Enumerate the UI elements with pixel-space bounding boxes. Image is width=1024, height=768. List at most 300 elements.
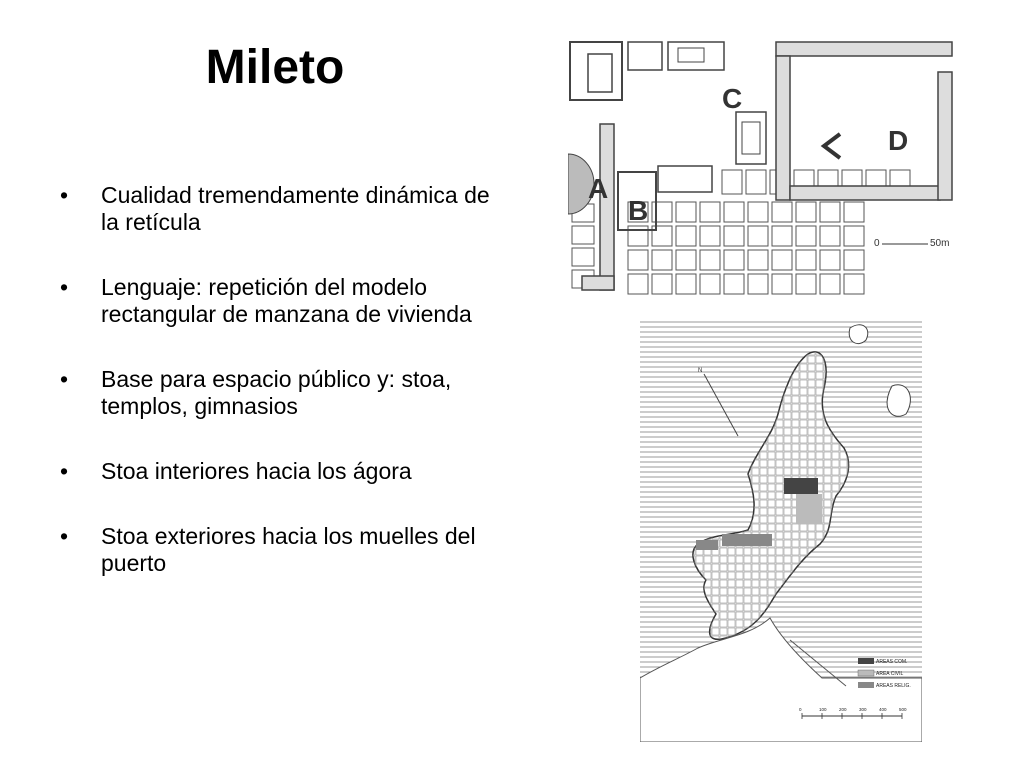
- city-block: [696, 412, 703, 419]
- city-block: [840, 612, 847, 619]
- city-block: [760, 364, 767, 371]
- city-block: [736, 452, 743, 459]
- city-block: [728, 500, 735, 507]
- city-block: [704, 500, 711, 507]
- city-block: [824, 604, 831, 611]
- city-block: [832, 532, 839, 539]
- city-block: [688, 460, 695, 467]
- city-block: [728, 484, 735, 491]
- city-block: [824, 620, 831, 627]
- city-block: [744, 452, 751, 459]
- city-block: [736, 492, 743, 499]
- city-block: [688, 452, 695, 459]
- city-block: [688, 524, 695, 531]
- city-block: [680, 404, 687, 411]
- city-block: [824, 348, 831, 355]
- city-block: [824, 644, 831, 651]
- city-block: [744, 412, 751, 419]
- city-block: [688, 364, 695, 371]
- city-block: [688, 620, 695, 627]
- city-block: [832, 620, 839, 627]
- city-block: [680, 604, 687, 611]
- city-block: [744, 484, 751, 491]
- city-block: [688, 348, 695, 355]
- city-block: [856, 428, 863, 435]
- city-block: [856, 604, 863, 611]
- city-block: [840, 620, 847, 627]
- legend-swatch-commercial: [858, 658, 874, 664]
- city-block: [768, 372, 775, 379]
- city-block: [848, 548, 855, 555]
- plan-block: [724, 250, 744, 270]
- city-block: [840, 540, 847, 547]
- plan-block: [676, 202, 696, 222]
- city-block: [688, 380, 695, 387]
- city-block: [800, 620, 807, 627]
- city-block: [760, 380, 767, 387]
- plan-block: [748, 274, 768, 294]
- city-block: [840, 572, 847, 579]
- bullet-marker: •: [60, 523, 69, 549]
- city-block: [856, 508, 863, 515]
- city-block: [840, 532, 847, 539]
- city-block: [736, 420, 743, 427]
- city-block: [840, 364, 847, 371]
- city-block: [680, 508, 687, 515]
- city-block: [856, 628, 863, 635]
- city-block: [840, 588, 847, 595]
- city-block: [800, 612, 807, 619]
- city-block: [712, 380, 719, 387]
- city-block: [696, 588, 703, 595]
- city-block: [696, 620, 703, 627]
- city-block: [840, 420, 847, 427]
- city-block: [712, 364, 719, 371]
- city-block: [800, 628, 807, 635]
- map-north-label: N: [698, 368, 703, 374]
- city-block: [840, 404, 847, 411]
- city-block: [752, 420, 759, 427]
- city-block: [776, 620, 783, 627]
- city-block: [784, 364, 791, 371]
- city-block: [760, 348, 767, 355]
- plan-block: [676, 226, 696, 246]
- city-block: [736, 468, 743, 475]
- city-block: [848, 500, 855, 507]
- plan-building-c-inner: [742, 122, 760, 154]
- city-block: [824, 404, 831, 411]
- city-block: [816, 548, 823, 555]
- city-block: [848, 364, 855, 371]
- city-block: [856, 588, 863, 595]
- city-block: [744, 348, 751, 355]
- city-block: [696, 380, 703, 387]
- city-block: [840, 348, 847, 355]
- city-block: [816, 644, 823, 651]
- city-block: [848, 388, 855, 395]
- city-block: [688, 572, 695, 579]
- city-block: [720, 508, 727, 515]
- city-block: [680, 588, 687, 595]
- city-block: [680, 484, 687, 491]
- city-block: [808, 644, 815, 651]
- city-block: [712, 372, 719, 379]
- plan-scale-zero: 0: [874, 238, 880, 249]
- city-block: [704, 492, 711, 499]
- city-block: [800, 348, 807, 355]
- city-block: [808, 612, 815, 619]
- plan-block: [844, 274, 864, 294]
- city-block: [680, 644, 687, 651]
- city-block: [832, 388, 839, 395]
- city-block: [680, 364, 687, 371]
- plan-block: [700, 250, 720, 270]
- city-block: [712, 412, 719, 419]
- plan-building: [628, 42, 662, 70]
- city-block: [792, 588, 799, 595]
- city-block: [856, 500, 863, 507]
- city-block: [800, 644, 807, 651]
- city-block: [792, 628, 799, 635]
- city-block: [680, 524, 687, 531]
- map-scale-label: 100: [819, 707, 827, 712]
- city-block: [680, 412, 687, 419]
- city-block: [728, 508, 735, 515]
- city-block: [696, 452, 703, 459]
- city-block: [848, 420, 855, 427]
- city-block: [776, 388, 783, 395]
- city-block: [728, 364, 735, 371]
- city-block: [728, 452, 735, 459]
- city-block: [856, 404, 863, 411]
- city-block: [688, 404, 695, 411]
- city-block: [832, 612, 839, 619]
- city-block: [720, 484, 727, 491]
- city-map-figure: [640, 318, 922, 742]
- city-block: [856, 444, 863, 451]
- city-block: [856, 580, 863, 587]
- city-block: [728, 388, 735, 395]
- map-scale-label: 500: [899, 707, 907, 712]
- city-block: [816, 580, 823, 587]
- city-block: [704, 444, 711, 451]
- stoa-a-end: [582, 276, 614, 290]
- city-block: [704, 524, 711, 531]
- city-block: [832, 372, 839, 379]
- city-block: [736, 484, 743, 491]
- city-block: [696, 628, 703, 635]
- city-block: [696, 404, 703, 411]
- city-block: [808, 588, 815, 595]
- bullet-marker: •: [60, 274, 69, 300]
- city-block: [848, 620, 855, 627]
- city-map-drawing: [640, 318, 922, 742]
- plan-block: [820, 274, 840, 294]
- city-block: [680, 348, 687, 355]
- city-block: [744, 364, 751, 371]
- plan-block: [796, 202, 816, 222]
- city-block: [848, 404, 855, 411]
- plan-block: [724, 202, 744, 222]
- city-block: [736, 444, 743, 451]
- city-block: [768, 380, 775, 387]
- city-block: [832, 628, 839, 635]
- city-block: [816, 564, 823, 571]
- city-block: [696, 468, 703, 475]
- city-block: [680, 628, 687, 635]
- city-block: [688, 500, 695, 507]
- city-block: [688, 372, 695, 379]
- city-block: [736, 372, 743, 379]
- city-block: [728, 492, 735, 499]
- city-block: [704, 364, 711, 371]
- city-block: [848, 412, 855, 419]
- city-block: [680, 612, 687, 619]
- bullet-item: [60, 182, 500, 236]
- city-block: [856, 620, 863, 627]
- city-block: [696, 428, 703, 435]
- city-block: [712, 524, 719, 531]
- plan-block: [676, 274, 696, 294]
- city-block: [720, 420, 727, 427]
- city-block: [680, 428, 687, 435]
- plan-block: [724, 226, 744, 246]
- plan-label-b: B: [628, 195, 649, 226]
- city-block: [752, 404, 759, 411]
- city-block: [752, 412, 759, 419]
- city-block: [720, 468, 727, 475]
- city-block: [848, 484, 855, 491]
- city-block: [832, 364, 839, 371]
- island: [887, 385, 910, 416]
- city-block: [840, 628, 847, 635]
- city-block: [712, 484, 719, 491]
- plan-block: [844, 202, 864, 222]
- city-block: [720, 348, 727, 355]
- city-block: [776, 612, 783, 619]
- city-block: [840, 492, 847, 499]
- city-block: [720, 492, 727, 499]
- city-block: [768, 612, 775, 619]
- city-block: [752, 428, 759, 435]
- city-block: [696, 388, 703, 395]
- city-block: [848, 540, 855, 547]
- city-block: [776, 364, 783, 371]
- city-block: [824, 588, 831, 595]
- city-block: [680, 492, 687, 499]
- city-block: [696, 348, 703, 355]
- city-block: [696, 604, 703, 611]
- city-block: [688, 508, 695, 515]
- city-block: [840, 548, 847, 555]
- city-block: [792, 604, 799, 611]
- city-block: [824, 540, 831, 547]
- zone-commercial: [784, 478, 818, 494]
- plan-block: [572, 248, 594, 266]
- city-block: [688, 388, 695, 395]
- city-block: [680, 388, 687, 395]
- city-block: [760, 428, 767, 435]
- plan-scale-end: 50m: [930, 238, 950, 249]
- plan-block: [748, 226, 768, 246]
- city-block: [680, 380, 687, 387]
- city-block: [816, 628, 823, 635]
- plan-block: [796, 250, 816, 270]
- city-block: [768, 404, 775, 411]
- city-block: [688, 540, 695, 547]
- plan-block: [572, 226, 594, 244]
- city-block: [728, 444, 735, 451]
- city-block: [776, 380, 783, 387]
- city-block: [824, 572, 831, 579]
- city-block: [680, 540, 687, 547]
- city-block: [856, 532, 863, 539]
- city-block: [848, 604, 855, 611]
- city-block: [680, 572, 687, 579]
- city-block: [848, 524, 855, 531]
- city-block: [680, 580, 687, 587]
- city-block: [704, 468, 711, 475]
- city-block: [856, 348, 863, 355]
- plan-building-c: [736, 112, 766, 164]
- city-block: [728, 460, 735, 467]
- plan-block: [628, 250, 648, 270]
- stoa-west: [776, 56, 790, 200]
- city-block: [840, 412, 847, 419]
- city-block: [848, 444, 855, 451]
- city-block: [728, 348, 735, 355]
- city-block: [736, 508, 743, 515]
- city-block: [832, 420, 839, 427]
- city-block: [760, 404, 767, 411]
- city-block: [720, 524, 727, 531]
- city-block: [848, 564, 855, 571]
- city-block: [784, 612, 791, 619]
- city-block: [856, 468, 863, 475]
- city-block: [832, 572, 839, 579]
- city-block: [680, 532, 687, 539]
- city-block: [744, 388, 751, 395]
- bullet-item: [60, 458, 500, 485]
- stoa-south: [790, 186, 940, 200]
- city-block: [744, 500, 751, 507]
- city-block: [728, 468, 735, 475]
- city-block: [696, 524, 703, 531]
- plan-block: [628, 274, 648, 294]
- city-block: [696, 444, 703, 451]
- city-block: [768, 348, 775, 355]
- city-block: [824, 612, 831, 619]
- city-block: [776, 604, 783, 611]
- city-block: [712, 404, 719, 411]
- city-block: [760, 412, 767, 419]
- city-block: [680, 460, 687, 467]
- southern-landmass: [640, 618, 922, 742]
- city-block: [840, 580, 847, 587]
- legend-swatch-religious: [858, 682, 874, 688]
- city-block: [808, 628, 815, 635]
- city-block: [680, 564, 687, 571]
- city-block: [840, 428, 847, 435]
- city-block: [720, 452, 727, 459]
- city-block: [696, 532, 703, 539]
- city-block: [688, 564, 695, 571]
- city-block: [736, 388, 743, 395]
- city-block: [752, 364, 759, 371]
- legend-label: AREAS COM.: [876, 659, 908, 665]
- city-block: [856, 564, 863, 571]
- city-block: [808, 604, 815, 611]
- city-block: [696, 508, 703, 515]
- city-block: [720, 460, 727, 467]
- city-block: [856, 420, 863, 427]
- city-block: [680, 500, 687, 507]
- plan-block: [748, 250, 768, 270]
- plan-block: [724, 274, 744, 294]
- plan-block: [700, 226, 720, 246]
- plan-block: [820, 202, 840, 222]
- city-block: [792, 620, 799, 627]
- city-block: [856, 460, 863, 467]
- city-block: [688, 420, 695, 427]
- city-block: [696, 460, 703, 467]
- city-block: [840, 380, 847, 387]
- city-block: [832, 580, 839, 587]
- city-block: [848, 348, 855, 355]
- city-block: [728, 524, 735, 531]
- city-block: [816, 572, 823, 579]
- city-block: [856, 540, 863, 547]
- city-block: [696, 420, 703, 427]
- city-block: [808, 572, 815, 579]
- bullet-marker: •: [60, 182, 69, 208]
- city-block: [856, 412, 863, 419]
- city-block: [816, 612, 823, 619]
- city-block: [712, 420, 719, 427]
- plan-building: [668, 42, 724, 70]
- map-legend: [858, 658, 911, 689]
- plan-label-d: D: [888, 125, 909, 156]
- city-block: [832, 508, 839, 515]
- city-block: [712, 428, 719, 435]
- city-block: [848, 612, 855, 619]
- city-block: [704, 428, 711, 435]
- city-block: [688, 612, 695, 619]
- city-block: [848, 580, 855, 587]
- plan-block: [748, 202, 768, 222]
- city-block: [688, 604, 695, 611]
- city-block: [688, 532, 695, 539]
- plan-building: [588, 54, 612, 92]
- city-block: [856, 572, 863, 579]
- city-block: [752, 444, 759, 451]
- city-block: [744, 372, 751, 379]
- city-block: [752, 348, 759, 355]
- city-block: [848, 628, 855, 635]
- city-block: [768, 412, 775, 419]
- legend-swatch-civil: [858, 670, 874, 676]
- city-block: [768, 388, 775, 395]
- city-block: [712, 348, 719, 355]
- map-scale-label: 300: [859, 707, 867, 712]
- map-scale-label: 0: [799, 707, 802, 712]
- city-block: [856, 548, 863, 555]
- city-block: [720, 444, 727, 451]
- city-block: [680, 420, 687, 427]
- city-block: [832, 564, 839, 571]
- city-block: [856, 492, 863, 499]
- city-block: [688, 468, 695, 475]
